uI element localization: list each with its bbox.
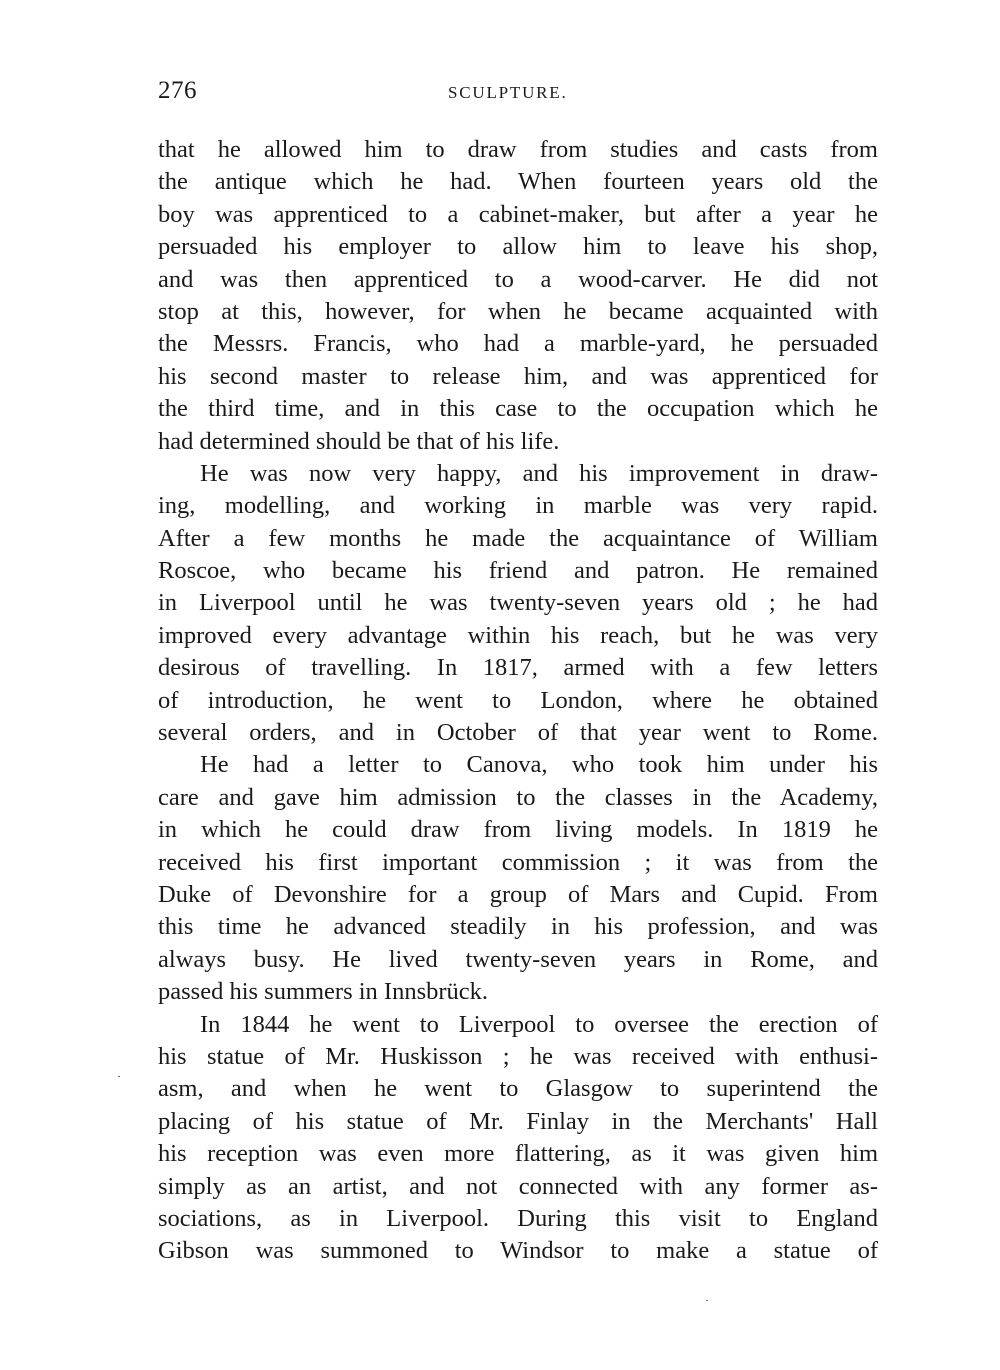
text-line: passed his summers in Innsbrück.: [158, 978, 489, 1006]
text-line: the Messrs. Francis, who had a marble-yard, he persuaded: [158, 330, 878, 358]
text-line: In 1844 he went to Liverpool to oversee the erection of: [200, 1010, 878, 1038]
text-line: simply as an artist, and not connected with any former as-: [158, 1172, 878, 1200]
text-line: He was now very happy, and his improvement in draw-: [200, 459, 878, 487]
text-line: placing of his statue of Mr. Finlay in the Merchants' Hall: [158, 1107, 878, 1135]
text-line: in which he could draw from living models. In 1819 he: [158, 816, 878, 844]
text-line: improved every advantage within his reach, but he was very: [158, 621, 878, 649]
text-line: several orders, and in October of that year went to Rome.: [158, 719, 878, 747]
text-line: Roscoe, who became his friend and patron. He remained: [158, 557, 878, 585]
text-line: Gibson was summoned to Windsor to make a statue of: [158, 1237, 878, 1265]
text-line: of introduction, he went to London, where he obtained: [158, 686, 878, 714]
text-line: stop at this, however, for when he became acquainted with: [158, 297, 878, 325]
text-line: asm, and when he went to Glasgow to superintend the: [158, 1075, 878, 1103]
page-number: 276: [158, 77, 197, 104]
text-line: his reception was even more flattering, as it was given him: [158, 1140, 878, 1168]
text-line: Duke of Devonshire for a group of Mars and Cupid. From: [158, 880, 878, 908]
text-line: in Liverpool until he was twenty-seven years old ; he had: [158, 589, 878, 617]
text-line: always busy. He lived twenty-seven years in Rome, and: [158, 945, 878, 973]
text-line: his statue of Mr. Huskisson ; he was received with enthusi-: [158, 1042, 878, 1070]
text-line: the antique which he had. When fourteen years old the: [158, 168, 878, 196]
text-line: boy was apprenticed to a cabinet-maker, but after a year he: [158, 200, 878, 228]
body-text: [158, 134, 878, 1268]
running-head: [158, 74, 878, 108]
text-line: his second master to release him, and was apprenticed for: [158, 362, 878, 390]
text-line: that he allowed him to draw from studies and casts from: [158, 136, 878, 163]
text-line: received his first important commission ; it was from the: [158, 848, 878, 876]
text-line: the third time, and in this case to the occupation which he: [158, 395, 878, 423]
text-line: care and gave him admission to the classes in the Academy,: [158, 783, 878, 811]
scan-speck: [706, 1300, 708, 1301]
scan-speck: [118, 1076, 120, 1077]
text-line: had determined should be that of his life.: [158, 427, 560, 455]
text-line: this time he advanced steadily in his profession, and was: [158, 913, 878, 941]
text-line: After a few months he made the acquaintance of William: [158, 524, 878, 552]
text-line: desirous of travelling. In 1817, armed with a few letters: [158, 654, 878, 682]
text-line: ing, modelling, and working in marble was very rapid.: [158, 492, 878, 520]
text-line: persuaded his employer to allow him to leave his shop,: [158, 233, 878, 261]
text-line: sociations, as in Liverpool. During this visit to England: [158, 1204, 878, 1232]
running-title: SCULPTURE.: [448, 83, 568, 102]
text-line: and was then apprenticed to a wood-carver. He did not: [158, 265, 878, 293]
text-line: He had a letter to Canova, who took him under his: [200, 751, 878, 779]
